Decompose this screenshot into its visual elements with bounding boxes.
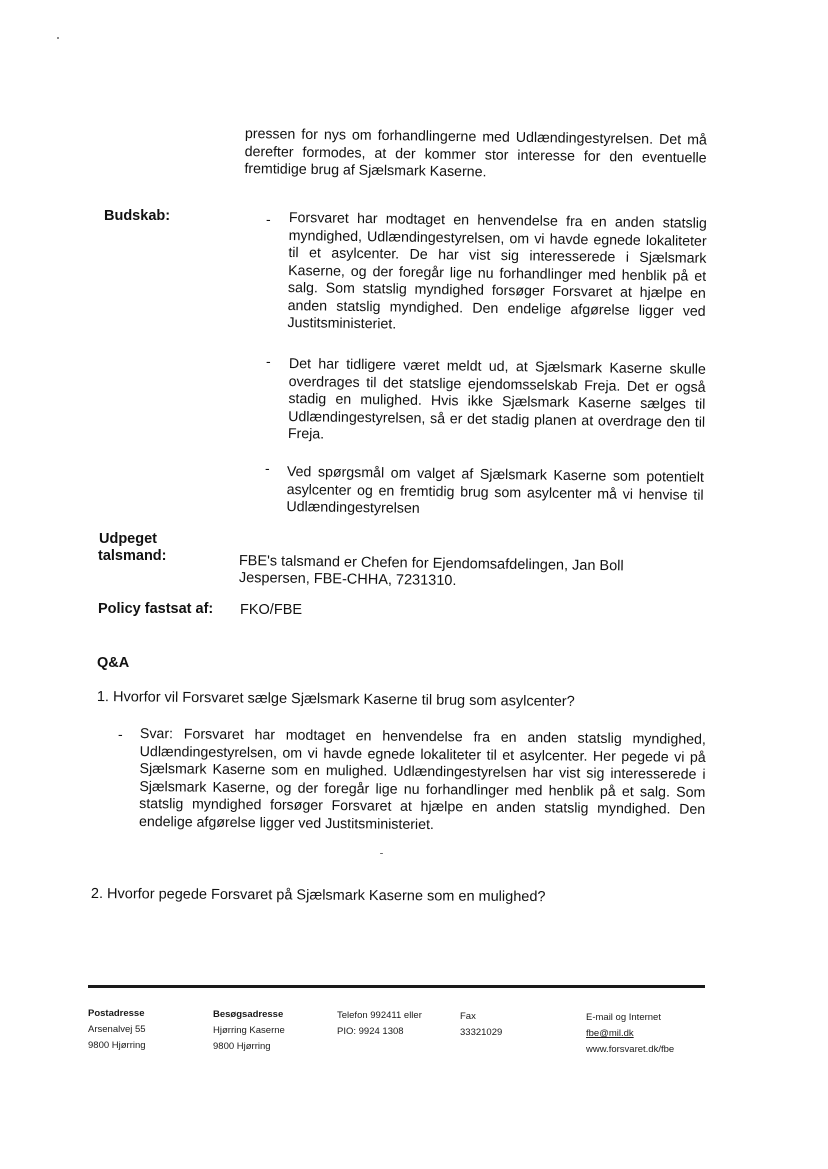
- question-1: 1. Hvorfor vil Forsvaret sælge Sjælsmark Kaserne til brug som asylcenter?: [96, 688, 575, 711]
- footer-telefon-pio: PIO: 9924 1308: [337, 1026, 404, 1037]
- footer-telefon-main: Telefon 992411 eller: [337, 1010, 422, 1021]
- bullet-marker: -: [265, 460, 270, 476]
- continuation-paragraph: pressen for nys om forhandlingerne med Udlændingestyrelsen. Det må derefter formodes, at der kommer stor interesse for den eventuelle fremtidige brug af Sjælsmark Kaserne.: [244, 126, 707, 181]
- answer-marker: -: [118, 726, 123, 742]
- footer-besoegsadresse-city: 9800 Hjørring: [213, 1041, 271, 1052]
- footer-postadresse-street: Arsenalvej 55: [88, 1024, 146, 1035]
- qa-heading: Q&A: [97, 655, 130, 671]
- budskab-item-3: Ved spørgsmål om valget af Sjælsmark Kaserne som potentielt asylcenter og en fremtidig brug som asylcenter må vi henvise til Udlændingestyrelsen: [286, 464, 704, 517]
- footer-fax: [460, 1009, 502, 1041]
- budskab-item-1: Forsvaret har modtaget en henvendelse fra en anden statslig myndighed, Udlændingestyrelsen, om vi havde egnede lokaliteter til et asylcenter. De har vist sig interesserede i Sjælsmark Kaserne, og der foregår lige nu forhandlinger med henblik på et salg. Som statslig myndighed forsøger Forsvaret at hjælpe en anden statslig myndighed. Den endelige afgørelse ligger ved Justitsministeriet.: [287, 210, 707, 333]
- footer-email-link[interactable]: fbe@mil.dk: [586, 1028, 634, 1039]
- talsmand-label-line2: talsmand:: [98, 548, 167, 564]
- budskab-item-2: Det har tidligere været meldt ud, at Sjælsmark Kaserne skulle overdrages til det statslige ejendomsselskab Freja. Det er også stadig en mulighed. Hvis ikke Sjælsmark Kaserne sælges til Udlændingestyrelsen, så er det stadig planen at overdrage den til Freja.: [287, 356, 706, 443]
- bullet-marker: -: [266, 353, 271, 369]
- footer-email: [586, 1010, 674, 1058]
- footer-postadresse-heading: Postadresse: [88, 1008, 145, 1019]
- talsmand-text-line2: Jespersen, FBE-CHHA, 7231310.: [238, 569, 457, 590]
- footer-divider: [88, 985, 705, 988]
- footer-postadresse: [88, 1006, 146, 1054]
- talsmand-label-line1: Udpeget: [99, 531, 157, 547]
- footer-telefon: [337, 1008, 422, 1040]
- footer-postadresse-city: 9800 Hjørring: [88, 1040, 146, 1051]
- talsmand-text-line1: FBE's talsmand er Chefen for Ejendomsafdelingen, Jan Boll: [238, 552, 624, 575]
- scan-speck: [57, 37, 59, 39]
- policy-value: FKO/FBE: [240, 602, 303, 618]
- answer-1: Svar: Forsvaret har modtaget en henvendelse fra en anden statslig myndighed, Udlændingestyrelsen, om vi havde egnede lokaliteter til et asylcenter. Her pegede vi på Sjælsmark Kaserne som en mulighed. Udlændingestyrelsen har vist sig interesserede i Sjælsmark Kaserne, og der foregår lige nu forhandlinger med henblik på et salg. Som statslig myndighed forsøger Forsvaret at hjælpe en anden statslig myndighed. Den endelige afgørelse ligger ved Justitsministeriet.: [138, 726, 706, 833]
- footer-besoegsadresse: [213, 1007, 285, 1055]
- question-2: 2. Hvorfor pegede Forsvaret på Sjælsmark Kaserne som en mulighed?: [90, 886, 546, 906]
- scan-speck: [380, 853, 383, 854]
- footer-fax-number: 33321029: [460, 1027, 503, 1038]
- bullet-marker: -: [266, 211, 271, 227]
- footer-fax-heading: Fax: [460, 1011, 476, 1022]
- budskab-label: Budskab:: [104, 208, 171, 224]
- footer-besoegsadresse-heading: Besøgsadresse: [213, 1009, 284, 1020]
- footer-website-link[interactable]: www.forsvaret.dk/fbe: [586, 1044, 675, 1055]
- footer-besoegsadresse-place: Hjørring Kaserne: [213, 1025, 285, 1036]
- footer-email-heading: E-mail og Internet: [586, 1012, 661, 1023]
- policy-label: Policy fastsat af:: [98, 601, 214, 617]
